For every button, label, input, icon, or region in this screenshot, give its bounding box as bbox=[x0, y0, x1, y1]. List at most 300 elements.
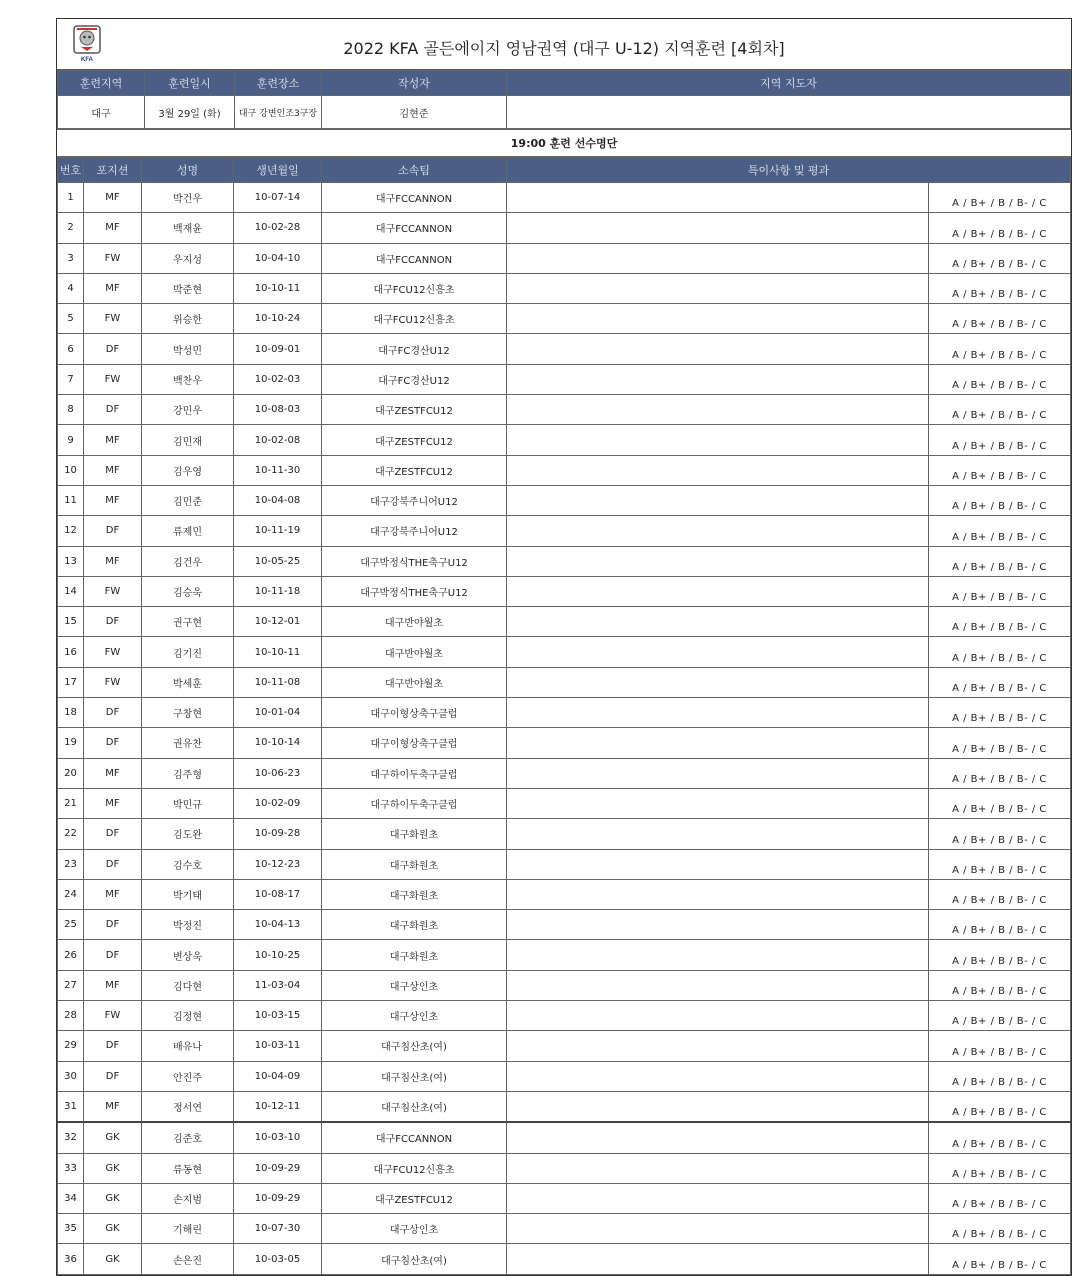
table-row bbox=[58, 334, 1071, 364]
player-position: MF bbox=[84, 970, 142, 1000]
logo-text: KFA bbox=[81, 57, 93, 63]
player-name: 박정진 bbox=[142, 910, 234, 940]
player-grade-scale: A / B+ / B / B- / C bbox=[929, 788, 1071, 818]
player-birth: 10-06-23 bbox=[234, 758, 322, 788]
player-birth: 10-03-05 bbox=[234, 1244, 322, 1274]
player-birth: 10-02-09 bbox=[234, 788, 322, 818]
info-header-author: 작성자 bbox=[322, 71, 507, 96]
player-team: 대구하이두축구클럽 bbox=[322, 758, 507, 788]
player-position: DF bbox=[84, 940, 142, 970]
player-position: DF bbox=[84, 395, 142, 425]
player-birth: 10-02-28 bbox=[234, 213, 322, 243]
player-position: DF bbox=[84, 728, 142, 758]
table-row bbox=[58, 213, 1071, 243]
player-birth: 10-02-03 bbox=[234, 364, 322, 394]
player-notes bbox=[507, 849, 929, 879]
player-notes bbox=[507, 576, 929, 606]
table-row bbox=[58, 183, 1071, 213]
player-position: GK bbox=[84, 1244, 142, 1274]
player-birth: 10-08-17 bbox=[234, 879, 322, 909]
player-birth: 10-11-08 bbox=[234, 667, 322, 697]
player-no: 17 bbox=[58, 667, 84, 697]
table-row bbox=[58, 425, 1071, 455]
player-notes bbox=[507, 698, 929, 728]
player-grade-scale: A / B+ / B / B- / C bbox=[929, 213, 1071, 243]
player-name: 정서연 bbox=[142, 1091, 234, 1122]
player-birth: 10-09-29 bbox=[234, 1183, 322, 1213]
session-row bbox=[57, 130, 1071, 157]
player-no: 1 bbox=[58, 183, 84, 213]
table-row bbox=[58, 304, 1071, 334]
player-notes bbox=[507, 395, 929, 425]
player-notes bbox=[507, 788, 929, 818]
player-position: FW bbox=[84, 1001, 142, 1031]
player-grade-scale: A / B+ / B / B- / C bbox=[929, 698, 1071, 728]
player-birth: 10-11-19 bbox=[234, 516, 322, 546]
player-team: 대구이형상축구클럽 bbox=[322, 698, 507, 728]
roster-header-team: 소속팀 bbox=[322, 158, 507, 183]
roster-header-birth: 생년월일 bbox=[234, 158, 322, 183]
player-birth: 10-10-14 bbox=[234, 728, 322, 758]
player-notes bbox=[507, 183, 929, 213]
player-name: 김민재 bbox=[142, 425, 234, 455]
player-team: 대구ZESTFCU12 bbox=[322, 395, 507, 425]
info-table bbox=[57, 70, 1071, 129]
player-team: 대구상인초 bbox=[322, 1214, 507, 1244]
player-name: 우지성 bbox=[142, 243, 234, 273]
roster-body bbox=[58, 183, 1071, 1275]
player-name: 기해린 bbox=[142, 1214, 234, 1244]
player-name: 위승한 bbox=[142, 304, 234, 334]
table-row bbox=[58, 455, 1071, 485]
table-row bbox=[58, 1001, 1071, 1031]
player-no: 21 bbox=[58, 788, 84, 818]
player-notes bbox=[507, 213, 929, 243]
player-name: 권구현 bbox=[142, 607, 234, 637]
table-row bbox=[58, 667, 1071, 697]
player-birth: 10-07-30 bbox=[234, 1214, 322, 1244]
player-no: 4 bbox=[58, 273, 84, 303]
player-birth: 10-09-29 bbox=[234, 1153, 322, 1183]
player-team: 대구침산초(여) bbox=[322, 1091, 507, 1122]
info-coach bbox=[507, 96, 1071, 129]
player-position: FW bbox=[84, 364, 142, 394]
player-name: 손은진 bbox=[142, 1244, 234, 1274]
player-position: MF bbox=[84, 485, 142, 515]
player-grade-scale: A / B+ / B / B- / C bbox=[929, 1091, 1071, 1122]
player-birth: 10-09-28 bbox=[234, 819, 322, 849]
roster-table bbox=[57, 157, 1071, 1275]
player-team: 대구FCU12신흥초 bbox=[322, 1153, 507, 1183]
table-row bbox=[58, 1214, 1071, 1244]
player-grade-scale: A / B+ / B / B- / C bbox=[929, 1214, 1071, 1244]
player-notes bbox=[507, 940, 929, 970]
player-grade-scale: A / B+ / B / B- / C bbox=[929, 364, 1071, 394]
player-team: 대구ZESTFCU12 bbox=[322, 425, 507, 455]
player-no: 13 bbox=[58, 546, 84, 576]
player-notes bbox=[507, 334, 929, 364]
player-birth: 10-01-04 bbox=[234, 698, 322, 728]
player-grade-scale: A / B+ / B / B- / C bbox=[929, 304, 1071, 334]
player-birth: 10-11-30 bbox=[234, 455, 322, 485]
player-name: 김승욱 bbox=[142, 576, 234, 606]
player-no: 5 bbox=[58, 304, 84, 334]
player-position: MF bbox=[84, 455, 142, 485]
player-birth: 10-03-15 bbox=[234, 1001, 322, 1031]
player-no: 12 bbox=[58, 516, 84, 546]
player-notes bbox=[507, 1153, 929, 1183]
player-birth: 10-12-11 bbox=[234, 1091, 322, 1122]
player-position: MF bbox=[84, 788, 142, 818]
player-notes bbox=[507, 1214, 929, 1244]
player-no: 36 bbox=[58, 1244, 84, 1274]
player-no: 22 bbox=[58, 819, 84, 849]
player-notes bbox=[507, 243, 929, 273]
player-grade-scale: A / B+ / B / B- / C bbox=[929, 970, 1071, 1000]
player-no: 29 bbox=[58, 1031, 84, 1061]
player-team: 대구FCCANNON bbox=[322, 1122, 507, 1153]
player-name: 권유찬 bbox=[142, 728, 234, 758]
player-no: 32 bbox=[58, 1122, 84, 1153]
table-row bbox=[58, 243, 1071, 273]
player-team: 대구반야월초 bbox=[322, 667, 507, 697]
player-grade-scale: A / B+ / B / B- / C bbox=[929, 546, 1071, 576]
player-birth: 10-02-08 bbox=[234, 425, 322, 455]
player-position: GK bbox=[84, 1122, 142, 1153]
roster-header-row bbox=[58, 158, 1071, 183]
table-row bbox=[58, 879, 1071, 909]
player-team: 대구FCCANNON bbox=[322, 183, 507, 213]
player-team: 대구화원초 bbox=[322, 910, 507, 940]
session-table bbox=[57, 129, 1071, 157]
player-position: GK bbox=[84, 1183, 142, 1213]
player-grade-scale: A / B+ / B / B- / C bbox=[929, 910, 1071, 940]
player-name: 김우영 bbox=[142, 455, 234, 485]
player-birth: 10-04-08 bbox=[234, 485, 322, 515]
player-team: 대구강북주니어U12 bbox=[322, 485, 507, 515]
player-notes bbox=[507, 1061, 929, 1091]
table-row bbox=[58, 849, 1071, 879]
player-notes bbox=[507, 273, 929, 303]
player-birth: 10-08-03 bbox=[234, 395, 322, 425]
player-no: 2 bbox=[58, 213, 84, 243]
table-row bbox=[58, 273, 1071, 303]
roster-header-no: 번호 bbox=[58, 158, 84, 183]
info-header-date: 훈련일시 bbox=[145, 71, 235, 96]
player-grade-scale: A / B+ / B / B- / C bbox=[929, 819, 1071, 849]
player-birth: 10-05-25 bbox=[234, 546, 322, 576]
player-position: FW bbox=[84, 637, 142, 667]
player-no: 11 bbox=[58, 485, 84, 515]
player-name: 김다현 bbox=[142, 970, 234, 1000]
player-notes bbox=[507, 425, 929, 455]
player-birth: 10-11-18 bbox=[234, 576, 322, 606]
table-row bbox=[58, 940, 1071, 970]
player-notes bbox=[507, 1001, 929, 1031]
player-no: 15 bbox=[58, 607, 84, 637]
player-position: MF bbox=[84, 213, 142, 243]
player-position: DF bbox=[84, 910, 142, 940]
player-grade-scale: A / B+ / B / B- / C bbox=[929, 1122, 1071, 1153]
player-notes bbox=[507, 879, 929, 909]
player-name: 김수호 bbox=[142, 849, 234, 879]
player-team: 대구FC경산U12 bbox=[322, 364, 507, 394]
table-row bbox=[58, 788, 1071, 818]
player-name: 백찬우 bbox=[142, 364, 234, 394]
player-notes bbox=[507, 910, 929, 940]
player-grade-scale: A / B+ / B / B- / C bbox=[929, 607, 1071, 637]
player-position: DF bbox=[84, 1061, 142, 1091]
player-birth: 10-03-11 bbox=[234, 1031, 322, 1061]
player-notes bbox=[507, 1244, 929, 1274]
player-birth: 10-10-25 bbox=[234, 940, 322, 970]
player-birth: 10-09-01 bbox=[234, 334, 322, 364]
table-row bbox=[58, 516, 1071, 546]
info-header-row bbox=[58, 71, 1071, 96]
player-position: DF bbox=[84, 334, 142, 364]
player-team: 대구박정식THE축구U12 bbox=[322, 546, 507, 576]
player-birth: 10-04-13 bbox=[234, 910, 322, 940]
player-birth: 10-10-24 bbox=[234, 304, 322, 334]
player-no: 33 bbox=[58, 1153, 84, 1183]
player-birth: 10-10-11 bbox=[234, 637, 322, 667]
player-no: 14 bbox=[58, 576, 84, 606]
player-name: 김기진 bbox=[142, 637, 234, 667]
player-name: 박민규 bbox=[142, 788, 234, 818]
player-notes bbox=[507, 667, 929, 697]
player-birth: 10-03-10 bbox=[234, 1122, 322, 1153]
player-notes bbox=[507, 1122, 929, 1153]
player-notes bbox=[507, 728, 929, 758]
player-notes bbox=[507, 970, 929, 1000]
player-team: 대구화원초 bbox=[322, 849, 507, 879]
player-position: FW bbox=[84, 576, 142, 606]
player-team: 대구이형상축구클럽 bbox=[322, 728, 507, 758]
player-name: 안진주 bbox=[142, 1061, 234, 1091]
player-birth: 10-12-01 bbox=[234, 607, 322, 637]
player-notes bbox=[507, 546, 929, 576]
player-no: 31 bbox=[58, 1091, 84, 1122]
player-grade-scale: A / B+ / B / B- / C bbox=[929, 758, 1071, 788]
player-birth: 10-12-23 bbox=[234, 849, 322, 879]
player-no: 7 bbox=[58, 364, 84, 394]
player-team: 대구하이두축구클럽 bbox=[322, 788, 507, 818]
player-name: 박기태 bbox=[142, 879, 234, 909]
player-grade-scale: A / B+ / B / B- / C bbox=[929, 637, 1071, 667]
player-team: 대구침산초(여) bbox=[322, 1061, 507, 1091]
player-team: 대구상인초 bbox=[322, 1001, 507, 1031]
player-position: GK bbox=[84, 1153, 142, 1183]
player-team: 대구반야월초 bbox=[322, 607, 507, 637]
player-notes bbox=[507, 304, 929, 334]
table-row bbox=[58, 698, 1071, 728]
roster-header-position: 포지션 bbox=[84, 158, 142, 183]
player-name: 박건우 bbox=[142, 183, 234, 213]
player-grade-scale: A / B+ / B / B- / C bbox=[929, 516, 1071, 546]
player-grade-scale: A / B+ / B / B- / C bbox=[929, 1001, 1071, 1031]
info-header-region: 훈련지역 bbox=[58, 71, 145, 96]
player-position: FW bbox=[84, 304, 142, 334]
player-no: 26 bbox=[58, 940, 84, 970]
player-name: 류제민 bbox=[142, 516, 234, 546]
player-position: FW bbox=[84, 243, 142, 273]
player-name: 김건우 bbox=[142, 546, 234, 576]
player-team: 대구FCU12신흥초 bbox=[322, 273, 507, 303]
player-no: 28 bbox=[58, 1001, 84, 1031]
player-name: 김준호 bbox=[142, 1122, 234, 1153]
table-row bbox=[58, 395, 1071, 425]
player-position: DF bbox=[84, 698, 142, 728]
player-no: 27 bbox=[58, 970, 84, 1000]
player-position: DF bbox=[84, 819, 142, 849]
player-team: 대구화원초 bbox=[322, 879, 507, 909]
info-venue: 대구 강변인조3구장 bbox=[235, 96, 322, 129]
player-grade-scale: A / B+ / B / B- / C bbox=[929, 455, 1071, 485]
player-notes bbox=[507, 516, 929, 546]
player-name: 손지범 bbox=[142, 1183, 234, 1213]
player-no: 25 bbox=[58, 910, 84, 940]
player-notes bbox=[507, 364, 929, 394]
player-team: 대구FC경산U12 bbox=[322, 334, 507, 364]
info-value-row bbox=[58, 96, 1071, 129]
player-grade-scale: A / B+ / B / B- / C bbox=[929, 183, 1071, 213]
player-team: 대구ZESTFCU12 bbox=[322, 455, 507, 485]
player-position: MF bbox=[84, 879, 142, 909]
table-row bbox=[58, 576, 1071, 606]
player-notes bbox=[507, 758, 929, 788]
player-notes bbox=[507, 607, 929, 637]
player-no: 8 bbox=[58, 395, 84, 425]
player-name: 백재윤 bbox=[142, 213, 234, 243]
player-grade-scale: A / B+ / B / B- / C bbox=[929, 425, 1071, 455]
player-no: 16 bbox=[58, 637, 84, 667]
session-title: 19:00 훈련 선수명단 bbox=[57, 130, 1071, 157]
table-row bbox=[58, 758, 1071, 788]
player-grade-scale: A / B+ / B / B- / C bbox=[929, 1031, 1071, 1061]
player-notes bbox=[507, 1091, 929, 1122]
player-team: 대구FCCANNON bbox=[322, 243, 507, 273]
player-notes bbox=[507, 455, 929, 485]
player-notes bbox=[507, 819, 929, 849]
player-grade-scale: A / B+ / B / B- / C bbox=[929, 667, 1071, 697]
player-no: 20 bbox=[58, 758, 84, 788]
table-row bbox=[58, 607, 1071, 637]
table-row bbox=[58, 1244, 1071, 1274]
page-title: 2022 KFA 골든에이지 영남권역 (대구 U-12) 지역훈련 [4회차] bbox=[343, 38, 785, 58]
kfa-logo bbox=[71, 25, 103, 63]
player-team: 대구침산초(여) bbox=[322, 1244, 507, 1274]
player-position: FW bbox=[84, 667, 142, 697]
roster-header-notes: 특이사항 및 평과 bbox=[507, 158, 1071, 183]
table-row bbox=[58, 728, 1071, 758]
player-team: 대구FCCANNON bbox=[322, 213, 507, 243]
player-name: 강민우 bbox=[142, 395, 234, 425]
player-position: MF bbox=[84, 273, 142, 303]
player-grade-scale: A / B+ / B / B- / C bbox=[929, 395, 1071, 425]
info-date: 3월 29일 (화) bbox=[145, 96, 235, 129]
table-row bbox=[58, 1061, 1071, 1091]
player-position: DF bbox=[84, 607, 142, 637]
table-row bbox=[58, 1183, 1071, 1213]
player-grade-scale: A / B+ / B / B- / C bbox=[929, 273, 1071, 303]
player-position: MF bbox=[84, 425, 142, 455]
info-region: 대구 bbox=[58, 96, 145, 129]
player-name: 김정현 bbox=[142, 1001, 234, 1031]
player-grade-scale: A / B+ / B / B- / C bbox=[929, 485, 1071, 515]
title-row bbox=[57, 19, 1071, 70]
player-name: 류동현 bbox=[142, 1153, 234, 1183]
player-notes bbox=[507, 637, 929, 667]
player-position: GK bbox=[84, 1214, 142, 1244]
player-name: 배유나 bbox=[142, 1031, 234, 1061]
player-notes bbox=[507, 1183, 929, 1213]
player-birth: 10-07-14 bbox=[234, 183, 322, 213]
player-position: MF bbox=[84, 546, 142, 576]
player-team: 대구FCU12신흥초 bbox=[322, 304, 507, 334]
player-notes bbox=[507, 1031, 929, 1061]
player-position: MF bbox=[84, 1091, 142, 1122]
player-grade-scale: A / B+ / B / B- / C bbox=[929, 243, 1071, 273]
player-no: 6 bbox=[58, 334, 84, 364]
player-position: DF bbox=[84, 516, 142, 546]
player-position: DF bbox=[84, 849, 142, 879]
player-no: 3 bbox=[58, 243, 84, 273]
player-name: 김주형 bbox=[142, 758, 234, 788]
player-team: 대구박정식THE축구U12 bbox=[322, 576, 507, 606]
player-team: 대구화원초 bbox=[322, 940, 507, 970]
player-birth: 11-03-04 bbox=[234, 970, 322, 1000]
player-grade-scale: A / B+ / B / B- / C bbox=[929, 879, 1071, 909]
player-team: 대구상인초 bbox=[322, 970, 507, 1000]
player-no: 30 bbox=[58, 1061, 84, 1091]
player-grade-scale: A / B+ / B / B- / C bbox=[929, 849, 1071, 879]
player-grade-scale: A / B+ / B / B- / C bbox=[929, 334, 1071, 364]
player-no: 9 bbox=[58, 425, 84, 455]
player-team: 대구ZESTFCU12 bbox=[322, 1183, 507, 1213]
player-position: MF bbox=[84, 183, 142, 213]
player-grade-scale: A / B+ / B / B- / C bbox=[929, 576, 1071, 606]
table-row bbox=[58, 1031, 1071, 1061]
player-grade-scale: A / B+ / B / B- / C bbox=[929, 1153, 1071, 1183]
player-no: 10 bbox=[58, 455, 84, 485]
info-author: 김현준 bbox=[322, 96, 507, 129]
player-grade-scale: A / B+ / B / B- / C bbox=[929, 728, 1071, 758]
table-row bbox=[58, 910, 1071, 940]
info-header-coach: 지역 지도자 bbox=[507, 71, 1071, 96]
player-position: DF bbox=[84, 1031, 142, 1061]
player-team: 대구화원초 bbox=[322, 819, 507, 849]
player-position: MF bbox=[84, 758, 142, 788]
player-grade-scale: A / B+ / B / B- / C bbox=[929, 1061, 1071, 1091]
roster-header-name: 성명 bbox=[142, 158, 234, 183]
table-row bbox=[58, 1122, 1071, 1153]
player-notes bbox=[507, 485, 929, 515]
player-team: 대구강북주니어U12 bbox=[322, 516, 507, 546]
player-birth: 10-10-11 bbox=[234, 273, 322, 303]
info-header-venue: 훈련장소 bbox=[235, 71, 322, 96]
player-no: 34 bbox=[58, 1183, 84, 1213]
player-name: 김도완 bbox=[142, 819, 234, 849]
player-grade-scale: A / B+ / B / B- / C bbox=[929, 1244, 1071, 1274]
player-team: 대구반야월초 bbox=[322, 637, 507, 667]
player-name: 박성민 bbox=[142, 334, 234, 364]
player-no: 19 bbox=[58, 728, 84, 758]
table-row bbox=[58, 485, 1071, 515]
table-row bbox=[58, 1153, 1071, 1183]
player-no: 35 bbox=[58, 1214, 84, 1244]
player-no: 24 bbox=[58, 879, 84, 909]
player-team: 대구침산초(여) bbox=[322, 1031, 507, 1061]
